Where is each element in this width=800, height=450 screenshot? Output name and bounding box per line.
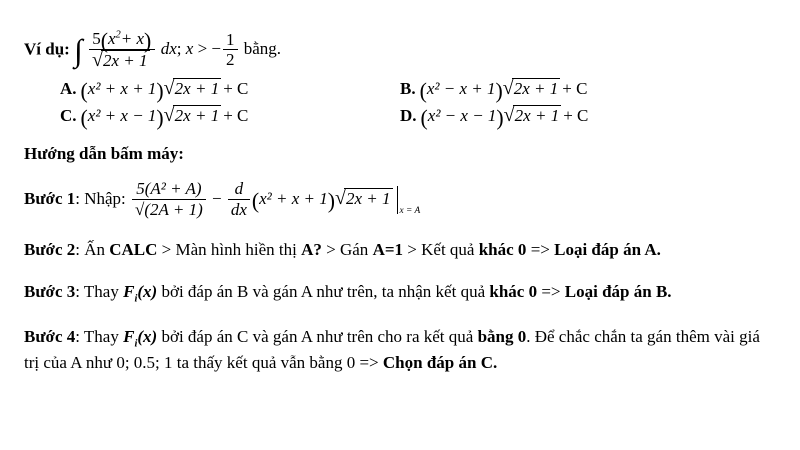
step-4-text-a: : Thay: [75, 327, 124, 346]
cond-numerator: 1: [226, 29, 235, 49]
num-exponent: 2: [115, 29, 121, 41]
answer-key-d: D.: [400, 106, 417, 125]
step-4-text-c: . Để chắc chắn ta gán thêm vài giá trị của A như 0; 0.5; 1 ta thấy kết quả vẫn bằng 0 =>: [24, 327, 760, 373]
deriv-dx: dx: [228, 199, 250, 220]
step-3-text-b: bởi đáp án B và gán A như trên, ta nhận kết quả: [157, 282, 490, 301]
example-colon: :: [64, 39, 70, 59]
step1-expr-root: 2x + 1: [346, 188, 391, 208]
answer-option-d[interactable]: D. (x² − x − 1) √ 2x + 1 + C: [400, 105, 740, 126]
answer-row: [60, 105, 780, 131]
answer-key-c: C.: [60, 106, 77, 125]
integrand-numerator: $5(x^2+ x)$: [92, 29, 152, 54]
step1-expr-inner: x² + x + 1: [259, 188, 328, 208]
fx-subscript: i: [134, 338, 138, 350]
answer-b-tail: + C: [562, 79, 588, 98]
step-2-text-d: > Kết quả: [403, 240, 479, 259]
answer-c-tail: + C: [223, 106, 249, 125]
step1-fraction: [132, 179, 206, 219]
differential: dx: [160, 39, 177, 59]
step-3-label: Bước 3: [24, 282, 76, 301]
answer-d-tail: + C: [563, 106, 589, 125]
answer-key-b: B.: [400, 79, 416, 98]
step-1-expression: $\frac{\text{5(A² + A)}}{√(2A + 1)}$ − $\frac{d}{dx}$ (x² + x + 1) √ 2x + 1 x = A: [130, 189, 398, 208]
fx-argument: (x): [137, 282, 158, 301]
step1-frac-num: 5(A² + A): [136, 179, 202, 198]
step-2-text-a: : Ấn: [75, 240, 110, 259]
step-1-label: Bước 1: [24, 188, 76, 208]
step-2-result: khác 0: [478, 240, 527, 259]
step-3-result: khác 0: [489, 282, 538, 301]
answer-c-inner: x² + x − 1: [87, 106, 157, 125]
step-4-text-b: bởi đáp án C và gán A như trên cho ra kết quả: [157, 327, 478, 346]
example-label: Ví dụ: [24, 39, 65, 59]
evaluation-bar: [397, 186, 421, 217]
guide-heading: Hướng dẫn bấm máy:: [24, 144, 184, 163]
step-3-text-c: =>: [537, 282, 565, 301]
step-2-text-c: > Gán: [321, 240, 373, 259]
step-4-conclusion: Chọn đáp án C.: [382, 353, 498, 373]
answer-option-a[interactable]: A. (x² + x + 1) √ 2x + 1 + C: [60, 78, 400, 99]
step1-frac-den: √(2A + 1): [132, 199, 206, 220]
answer-a-root: 2x + 1: [174, 79, 220, 98]
step-2: [24, 240, 661, 260]
answer-a-inner: x² + x + 1: [87, 79, 157, 98]
step-4-label: Bước 4: [24, 327, 76, 346]
integrand-fraction: [89, 29, 155, 70]
integrand-denominator: [89, 49, 155, 71]
cond-denominator: 2: [223, 49, 238, 70]
fx-subscript: i: [134, 293, 138, 305]
answer-option-b[interactable]: B. (x² − x + 1) √ 2x + 1 + C: [400, 78, 740, 99]
step-2-text-e: =>: [526, 240, 555, 259]
condition-fraction: [223, 30, 238, 70]
step-3: [24, 282, 672, 305]
step-4-result: bằng 0: [477, 327, 527, 346]
step-3-text-a: : Thay: [75, 282, 124, 301]
equals-word: bằng.: [243, 39, 282, 59]
den-radicand: 2x + 1: [102, 50, 148, 70]
num-var: x: [107, 29, 116, 48]
condition-minus: −: [211, 39, 222, 59]
derivative-operator: [228, 179, 250, 219]
step-1: [24, 179, 421, 220]
answer-choices: [60, 78, 780, 132]
condition-var: x: [185, 39, 194, 59]
answer-b-root: 2x + 1: [513, 79, 559, 98]
step-3-function-symbol: [123, 282, 158, 305]
assign-a-equals-1: A=1: [372, 240, 404, 259]
answer-row: [60, 78, 780, 104]
step1-minus: −: [211, 188, 222, 208]
fx-letter: F: [123, 327, 135, 346]
integral-sign: ∫: [74, 33, 83, 69]
num-plus-x: + x: [120, 29, 145, 48]
step-2-label: Bước 2: [24, 240, 76, 259]
fx-letter: F: [123, 282, 135, 301]
step-3-conclusion: Loại đáp án B.: [564, 282, 672, 301]
answer-d-inner: x² − x − 1: [427, 106, 497, 125]
step-2-text-b: > Màn hình hiền thị: [157, 240, 302, 259]
step-1-sep: : Nhập:: [75, 188, 126, 208]
answer-b-inner: x² − x + 1: [426, 79, 496, 98]
calc-keyword: CALC: [109, 240, 158, 259]
answer-d-root: 2x + 1: [514, 106, 560, 125]
answer-c-root: 2x + 1: [174, 106, 220, 125]
answer-option-c[interactable]: C. (x² + x − 1) √ 2x + 1 + C: [60, 105, 400, 126]
step-4: [24, 324, 776, 377]
prompt-a-question: A?: [301, 240, 322, 259]
fx-argument: (x): [137, 327, 158, 346]
deriv-d: d: [234, 179, 244, 198]
condition-relation: >: [197, 39, 208, 59]
answer-key-a: A.: [60, 79, 77, 98]
step-4-function-symbol: [123, 327, 158, 350]
evaluation-subscript: x = A: [399, 206, 421, 217]
step-2-conclusion: Loại đáp án A.: [554, 240, 661, 259]
example-integral: ∫ $5(x^2+ x)$ √ 2x + 1 dx; x > − $\frac{1}{2}$ bằng.: [74, 39, 281, 58]
example-line: [24, 30, 281, 71]
answer-a-tail: + C: [223, 79, 249, 98]
num-coefficient: 5: [92, 29, 101, 48]
